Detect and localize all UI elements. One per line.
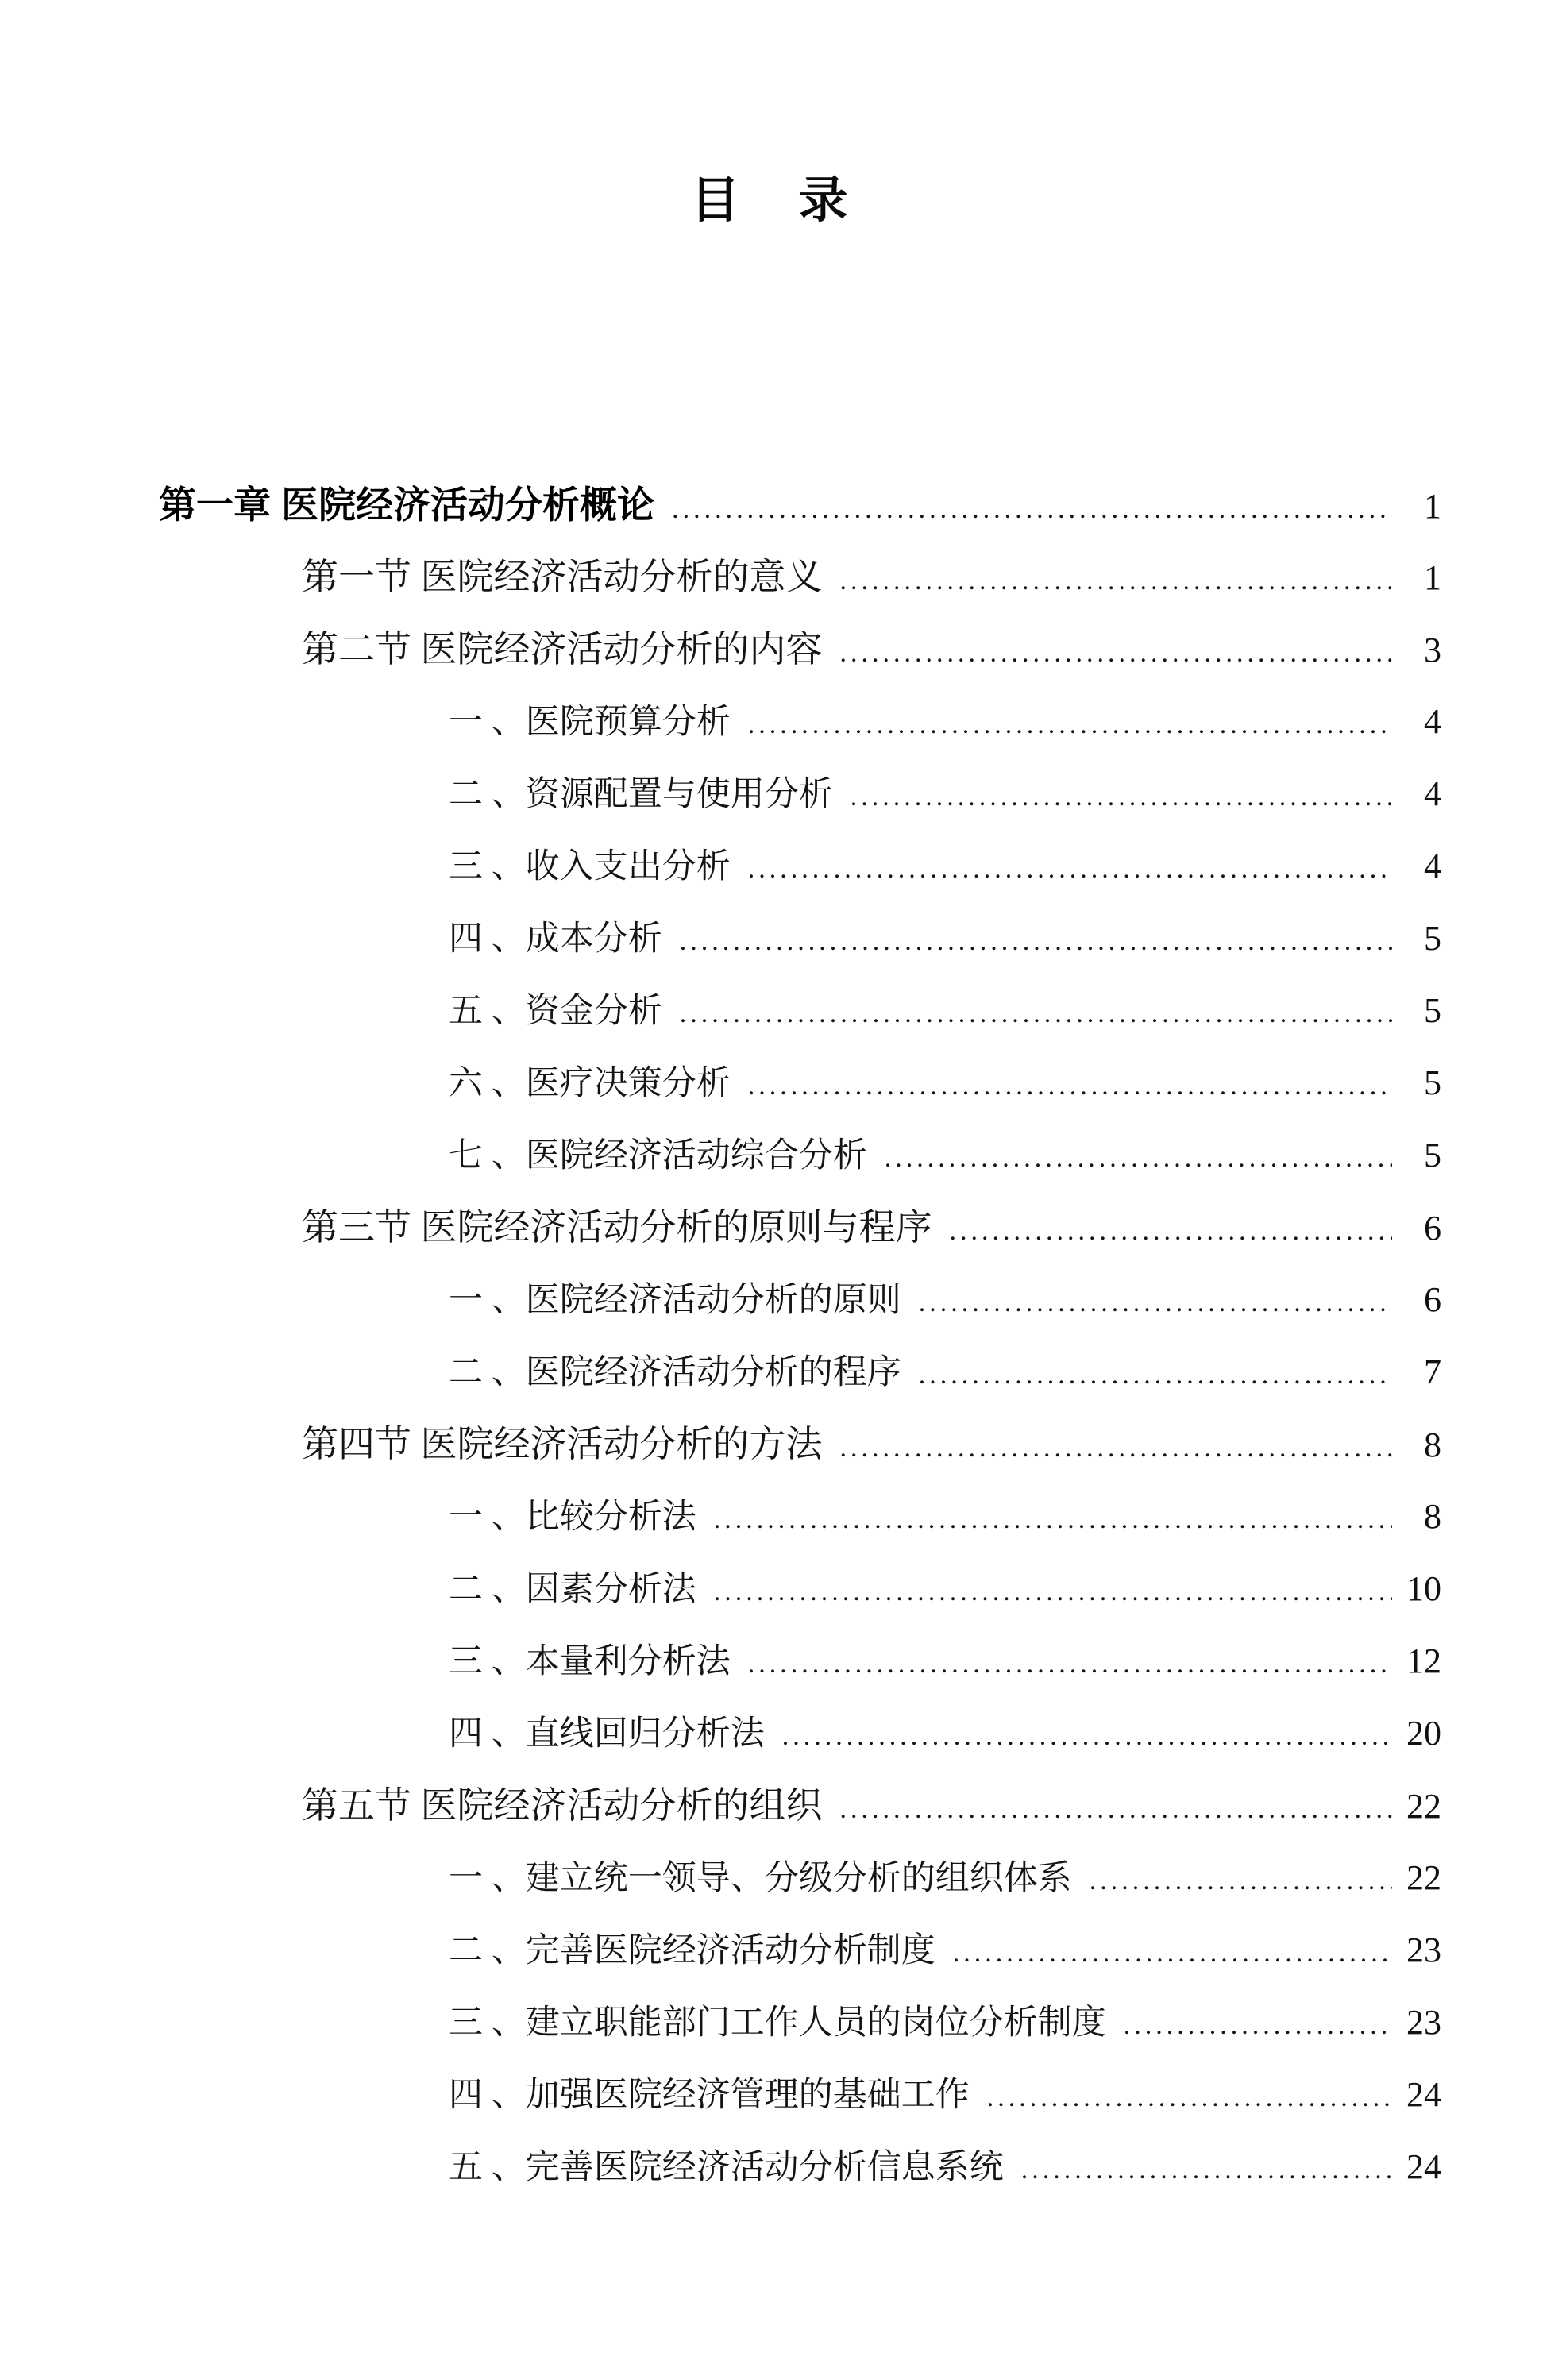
dot-leader [840, 1773, 1393, 1846]
dot-leader [885, 1122, 1392, 1194]
toc-entry-label: 一 、医院预算分析 [449, 704, 731, 741]
toc-entry-label: 六 、医疗决策分析 [449, 1065, 731, 1102]
toc-entry [0, 1480, 1543, 1553]
dot-leader [950, 1195, 1393, 1267]
toc-entry-label: 一 、比较分析法 [449, 1499, 696, 1536]
toc-entry [0, 685, 1543, 758]
page-number: 8 [1424, 1497, 1441, 1536]
toc-entry [0, 1336, 1543, 1408]
dot-leader [851, 761, 1392, 833]
page-number: 24 [1406, 2075, 1441, 2114]
dot-leader [840, 545, 1393, 617]
toc-entry-label: 二 、因素分析法 [449, 1571, 696, 1608]
page-number: 8 [1424, 1425, 1441, 1464]
toc-entry [0, 1697, 1543, 1769]
dot-leader [953, 1917, 1392, 1989]
page-number: 10 [1406, 1569, 1441, 1608]
toc-entry [0, 1769, 1543, 1842]
toc-entry-label: 第一章 医院经济活动分析概论 [159, 484, 655, 526]
dot-leader [919, 1267, 1392, 1339]
toc-entry-label: 第五节 医院经济活动分析的组织 [302, 1785, 823, 1826]
toc-entry-label: 一 、建立统一领导、分级分析的组织体系 [449, 1860, 1072, 1897]
toc-entry [0, 1408, 1543, 1480]
dot-leader [748, 1050, 1392, 1122]
page-number: 22 [1406, 1858, 1441, 1897]
page-number: 12 [1406, 1641, 1441, 1680]
toc-entry [0, 1986, 1543, 2058]
page-number: 4 [1424, 702, 1441, 741]
toc-entry [0, 902, 1543, 974]
dot-leader [680, 978, 1392, 1050]
toc-entry [0, 1263, 1543, 1336]
toc-entry-label: 第四节 医院经济活动分析的方法 [302, 1424, 823, 1464]
page-number: 22 [1406, 1787, 1441, 1826]
dot-leader [1124, 1989, 1392, 2062]
toc-list [0, 469, 1543, 2203]
dot-leader [1021, 2134, 1392, 2206]
page-number: 5 [1424, 919, 1441, 958]
dot-leader [714, 1483, 1392, 1556]
page-number: 5 [1424, 1063, 1441, 1102]
toc-entry-label: 五 、资金分析 [449, 993, 662, 1030]
toc-entry [0, 1914, 1543, 1986]
page-number: 24 [1406, 2147, 1441, 2186]
toc-entry-label: 第一节 医院经济活动分析的意义 [302, 557, 823, 597]
page-number: 1 [1424, 487, 1441, 526]
toc-entry-label: 三 、本量利分析法 [449, 1643, 731, 1680]
dot-leader [714, 1556, 1392, 1628]
dot-leader [1090, 1845, 1392, 1917]
toc-entry-label: 二 、资源配置与使用分析 [449, 776, 833, 813]
toc-entry [0, 830, 1543, 902]
toc-entry [0, 469, 1543, 541]
page-title: 目 录 [690, 173, 853, 228]
toc-entry [0, 1047, 1543, 1119]
page-number: 20 [1406, 1714, 1441, 1753]
page-number: 5 [1424, 991, 1441, 1030]
toc-entry [0, 2058, 1543, 2131]
toc-entry-label: 二 、完善医院经济活动分析制度 [449, 1932, 935, 1969]
toc-entry [0, 974, 1543, 1047]
toc-entry [0, 1119, 1543, 1191]
page-number: 1 [1424, 558, 1441, 597]
toc-entry-label: 二 、医院经济活动分析的程序 [449, 1354, 901, 1391]
dot-leader [919, 1339, 1392, 1411]
toc-entry-label: 三 、建立职能部门工作人员的岗位分析制度 [449, 2004, 1106, 2042]
toc-entry-label: 四 、加强医院经济管理的基础工作 [449, 2077, 970, 2114]
dot-leader [987, 2062, 1392, 2134]
dot-leader [840, 1412, 1393, 1484]
toc-entry-label: 第三节 医院经济活动分析的原则与程序 [302, 1207, 932, 1248]
dot-leader [672, 473, 1392, 546]
toc-entry-label: 一 、医院经济活动分析的原则 [449, 1282, 901, 1319]
dot-leader [748, 1628, 1392, 1700]
toc-entry-label: 四 、直线回归分析法 [449, 1715, 765, 1753]
toc-entry [0, 758, 1543, 830]
dot-leader [840, 617, 1393, 689]
page-number: 4 [1424, 847, 1441, 885]
toc-entry [0, 1842, 1543, 1914]
dot-leader [680, 905, 1392, 978]
page-number: 6 [1424, 1280, 1441, 1319]
toc-entry-label: 七 、医院经济活动综合分析 [449, 1137, 867, 1175]
toc-entry [0, 613, 1543, 685]
page-number: 6 [1424, 1209, 1441, 1248]
toc-entry [0, 2131, 1543, 2203]
page-number: 4 [1424, 774, 1441, 813]
toc-entry-label: 五 、完善医院经济活动分析信息系统 [449, 2149, 1004, 2186]
page-number: 23 [1406, 2003, 1441, 2042]
page-number: 7 [1424, 1352, 1441, 1391]
toc-entry [0, 1191, 1543, 1263]
toc-entry-label: 三 、收入支出分析 [449, 848, 731, 885]
dot-leader [748, 689, 1392, 761]
toc-entry [0, 1553, 1543, 1625]
toc-entry-label: 四 、成本分析 [449, 920, 662, 958]
page-number: 3 [1424, 631, 1441, 669]
dot-leader [782, 1700, 1392, 1772]
page-number: 5 [1424, 1136, 1441, 1175]
toc-entry-label: 第二节 医院经济活动分析的内容 [302, 629, 823, 669]
toc-entry [0, 541, 1543, 613]
dot-leader [748, 833, 1392, 905]
page-number: 23 [1406, 1931, 1441, 1969]
toc-entry [0, 1625, 1543, 1697]
